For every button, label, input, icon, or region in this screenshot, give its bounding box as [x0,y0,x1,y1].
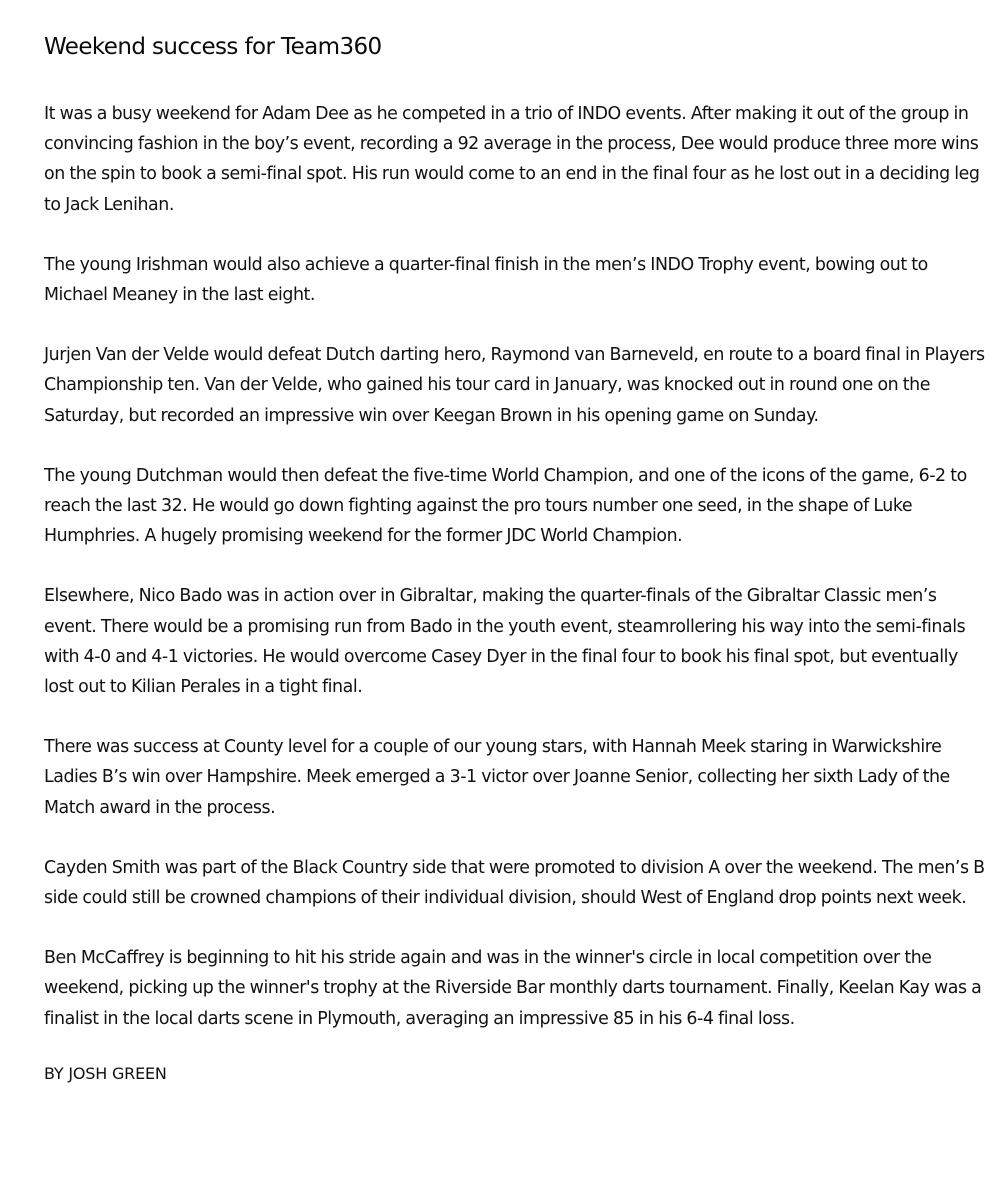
article-paragraph: Cayden Smith was part of the Black Country side that were promoted to division A over the weekend. The men’s B side could still be crowned champions of their individual division, should West of England drop points next week. [44,857,985,909]
article-paragraph: Elsewhere, Nico Bado was in action over in Gibraltar, making the quarter-finals of the Gibraltar Classic men’s event. There would be a promising run from Bado in the youth event, steamrollering his way into the semi-finals with 4-0 and 4-1 victories. He would overcome Casey Dyer in the final four to book his final spot, but eventually lost out to Kilian Perales in a tight final. [44,586,966,698]
article-paragraph: It was a busy weekend for Adam Dee as he competed in a trio of INDO events. After making it out of the group in convincing fashion in the boy’s event, recording a 92 average in the process, Dee would produce three more wins on the spin to book a semi-final spot. His run would come to an end in the final four as he lost out in a deciding leg to Jack Lenihan. [44,104,980,215]
article-paragraph: There was success at County level for a couple of our young stars, with Hannah Meek staring in Warwickshire Ladies B’s win over Hampshire. Meek emerged a 3-1 victor over Joanne Senior, collecting her sixth Lady of the Match award in the process. [44,737,950,818]
article-paragraph: Jurjen Van der Velde would defeat Dutch darting hero, Raymond van Barneveld, en route to a board final in Players Championship ten. Van der Velde, who gained his tour card in January, was knocked out in round one on the Saturday, but recorded an impressive win over Keegan Brown in his opening game on Sunday. [44,345,985,426]
article-paragraph: Ben McCaffrey is beginning to hit his stride again and was in the winner's circle in local competition over the weekend, picking up the winner's trophy at the Riverside Bar monthly darts tournament. Finally, Keelan Kay was a finalist in the local darts scene in Plymouth, averaging an impressive 85 in his 6-4 final loss. [44,948,982,1029]
article-paragraph: The young Irishman would also achieve a quarter-final finish in the men’s INDO Trophy event, bowing out to Michael Meaney in the last eight. [44,254,928,306]
article-body [44,99,989,1034]
article-byline: BY JOSH GREEN [44,1063,167,1083]
article-paragraph: The young Dutchman would then defeat the five-time World Champion, and one of the icons of the game, 6-2 to reach the last 32. He would go down fighting against the pro tours number one seed, in the shape of Luke Humphries. A hugely promising weekend for the former JDC World Champion. [44,465,967,547]
article [44,28,989,1088]
article-title: Weekend success for Team360 [44,34,382,60]
